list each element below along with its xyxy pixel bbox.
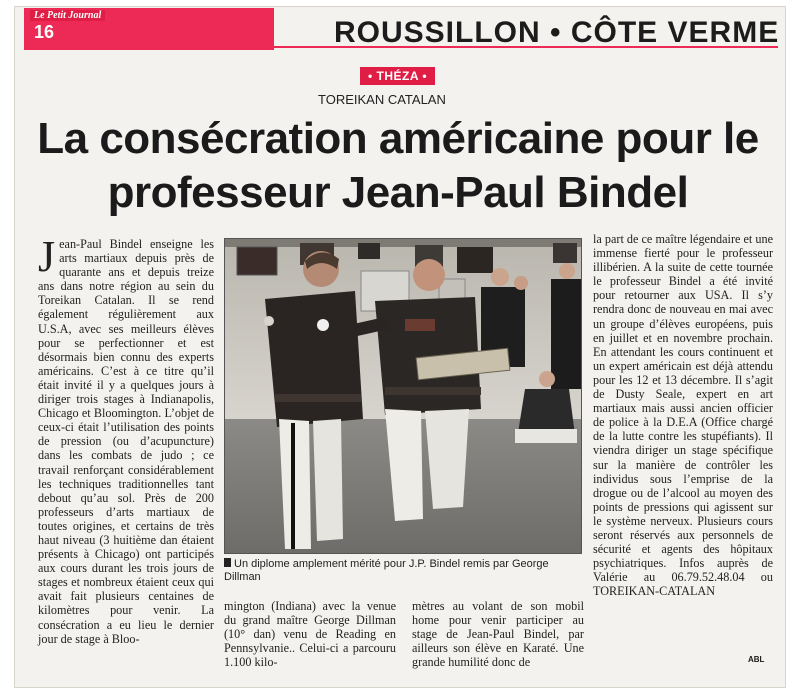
- article-headline: La consécration américaine pour le professeur Jean-Paul Bindel: [37, 114, 759, 217]
- article-photo: [224, 238, 582, 554]
- location-kicker: • THÉZA •: [360, 67, 435, 85]
- photo-caption: [224, 558, 582, 584]
- author-initials: ABL: [748, 655, 765, 664]
- section-title: ROUSSILLON • CÔTE VERME: [334, 16, 780, 49]
- page-number: 16: [34, 22, 55, 42]
- article-column-3: mètres au volant de son mobil home pour venir participer au stage de Jean-Paul Bindel, par ailleurs son élève en Karaté. Une grande humilité donc de: [412, 599, 584, 670]
- caption-text: Un diplome amplement mérité pour J.P. Bindel remis par George Dillman: [224, 558, 549, 583]
- article-column-2: mington (Indiana) avec la venue du grand maître George Dillman (10° dan) venu de Reading en Pennsylvanie.. Celui-ci a parcouru 1.100 kilo-: [224, 599, 396, 670]
- drop-cap: J: [38, 232, 56, 281]
- dojo-ceremony-image: [225, 239, 582, 554]
- article-column-4: la part de ce maître légendaire et une immense fierté pour le professeur illibérien. A la suite de cette tournée le professeur Bindel a été invité pour retourner aux USA. Il s’y rendra donc de nouveau en mai avec un groupe d’élèves européens, puis en juillet et en novembre prochain. En attendant les cours continuent et un expert américain est déjà attendu pour les 12 et 13 décembre. Il s’agit de Dusty Seale, expert en art martiaux mais aussi ancien officier de police à la D.E.A (Office chargé de la lutte contre les stupéfiants). Il viendra diriger un stage spécifique sur la manière de contrôler les individus sous l’emprise de la drogue ou de l’alcool au moyen des points de pressions qui agissent sur le système nerveux. Plusieurs cours seront réservés aux personnels de sécurité et agents des hôpitaux psychiatriques. Infos auprès de Valérie au 06.79.52.48.04 ou TOREIKAN-CATALAN: [593, 232, 773, 599]
- article-column-1: [38, 232, 214, 646]
- article-subkicker: TOREIKAN CATALAN: [318, 92, 446, 107]
- newspaper-name: Le Petit Journal: [30, 10, 105, 21]
- column-1-text: ean-Paul Bindel enseigne les arts martiaux depuis près de quarante ans et depuis treize ans dans notre région au sein du Toreikan Catalan. Il se rend également régulièrement aux U.S.A, avec ses meilleurs élèves pour se perfectionner et est désormais bien connu des experts américains. C’est à ce titre qu’il était invité il y a quelques jours à diriger trois stages à Indianapolis, Chicago et Bloomington. L’objet de ceux-ci était l’utilisation des points de pression (ou d’acupuncture) dans les combats de judo ; ce travail renforçant considérablement les techniques traditionnelles tant debout qu’au sol. Près de 200 professeurs d’arts martiaux de toutes origines, et certains de très haut niveau (3 huitième dan étaient présents à Chicago) ont participés aux cours durant les trois jours de stages et nombreux étaient ceux qui avait fait plusieurs centaines de kilomètres pour venir. La consécration a eu lieu le dernier jour de stage à Bloo-: [38, 237, 214, 646]
- caption-marker-icon: [224, 558, 231, 567]
- page-header: [24, 8, 778, 48]
